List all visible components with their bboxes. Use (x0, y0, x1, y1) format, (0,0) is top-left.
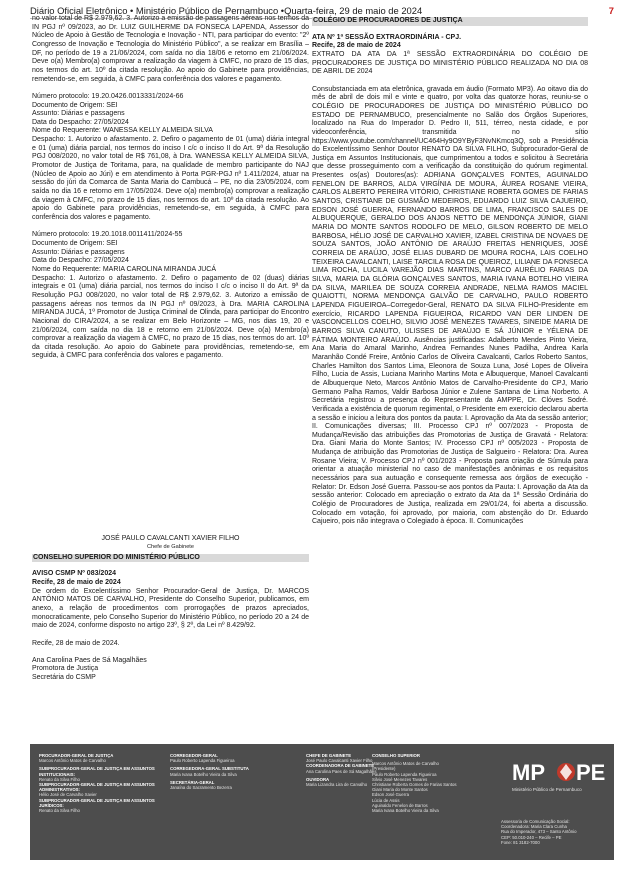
subject: Assunto: Diárias e passagens (32, 110, 125, 118)
ata-extract: EXTRATO DA ATA DA 1ª SESSÃO EXTRAORDINÁRIA DO COLÉGIO DE PROCURADORES DE JUSTIÇA DO MINISTÉRIO PÚBLICO REALIZADA NO DIA 08 DE ABRIL DE 2024 (312, 51, 588, 76)
aviso-date: Recife, 28 de maio de 2024 (32, 578, 121, 586)
contact-line: CEP: 50.010-240 – Recife – PE (501, 834, 562, 840)
footer-name: Marcos Antônio Matos de Carvalho (372, 761, 439, 767)
footer-col-corregedoria (170, 753, 290, 790)
footer-name: Marcos Antônio Matos de Carvalho (39, 758, 106, 764)
footer-heading: SUBPROCURADOR-GERAL DE JUSTIÇA EM ASSUNTOS ADMINISTRATIVOS: (39, 782, 155, 793)
contact-line: Assessoria de Comunicação Social: (501, 819, 570, 824)
section-title-cpj: COLÉGIO DE PROCURADORES DE JUSTIÇA (312, 17, 588, 26)
footer-col-leadership (39, 753, 159, 813)
contact-line: Rua do Imperador, 473 – Santo Antônio (501, 829, 577, 835)
footer-heading: COORDENADORA DE GABINETE (306, 763, 375, 769)
signature-role: Chefe de Gabinete (147, 543, 194, 550)
footer-name: Renato da Silva Filho (39, 808, 80, 814)
page-number: 7 (608, 5, 614, 16)
footer-heading: OUVIDORA (306, 776, 330, 782)
footer-name: Lúcia de Assis (372, 797, 400, 803)
aviso-body: De ordem do Excelentíssimo Senhor Procurador-Geral de Justiça, Dr. MARCOS ANTÔNIO MATOS DE CARVALHO, Presidente do Conselho Superior, publicamos, em anexo, a relação de procedimentos com prorrogações de prazos apreciados, monocraticamente, pelo Conselho Superior do Ministério Público, no período 20 a 24 de maio de 2024, conforme disposto no artigo 23º, § 2º, da Lei nº 8.429/92. (32, 587, 309, 630)
footer-name: Christiane Roberta Gomes de Farias Santos (372, 782, 457, 788)
footer-name: Giani Maria do Monte Santos (372, 787, 428, 793)
dispatch-text: Despacho: 1. Autorizo o afastamento. 2. Defiro o pagamento de 02 (duas) diárias integrais e 01 (uma) diária parcial, nos termos do inciso I c/c o inciso II do Art. 9ª da Resolução PGJ 008/2020, no valor total de R$ 2.979,62. 3. Autorizo a emissão de passagens aéreas nos termos da IN PGJ nº 09/2023, à Dra. MARIA CAROLINA MIRANDA JUCÁ, 1º Promotor de Justiça Criminal de Olinda, para participar do Encontro Nacional do CIRA/2024, a se realizar em Belo Horizonte – MG, nos dias 19, 20 e 21/06/2024, com saída no dia 18 e retorno em 21/06/2024. Deve o(a) Membro(a) comprovar a realização da viagem à CMFC, no prazo de 15 dias, nos termos do art. 10º da citada resolução. Ao apoio do Gabinete para providências, remetendo-se, em seguida, à CMFC para conferência dos valores e pagamento. (32, 274, 309, 360)
dispatch-date: Data do Despacho: 27/05/2024 (32, 257, 129, 265)
footer-contact (501, 819, 611, 845)
header-title: Diário Oficial Eletrônico • Ministério Público de Pernambuco •Quarta-feira, 29 de maio de 2024 (30, 5, 423, 16)
logo-letters-pe: PE (576, 760, 606, 785)
footer-name: Edson José Guerra (372, 792, 410, 798)
footer-name: Janaína do Sacramento Bezerra (170, 785, 232, 791)
footer-name: Maria Ivana Botelho Vieira da Silva (372, 808, 439, 814)
logo-letters-mp: MP (512, 760, 545, 785)
document-origin: Documento de Origem: SEI (32, 101, 118, 109)
footer-heading: SUBPROCURADOR-GERAL DE JUSTIÇA EM ASSUNTOS JURÍDICOS: (39, 797, 155, 808)
footer-name: Renato da Silva Filho (39, 776, 80, 782)
footer-name: Hélio José de Carvalho Xavier (39, 792, 97, 798)
subject: Assunto: Diárias e passagens (32, 248, 125, 256)
right-column (312, 16, 588, 527)
document-origin: Documento de Origem: SEI (32, 239, 118, 247)
footer-name: (Presidente) (372, 766, 396, 772)
dispatch-text: Despacho: 1. Autorizo o afastamento. 2. Defiro o pagamento de 01 (uma) diária integral e 01 (uma) diária parcial, nos termos do inciso I c/c o inciso II do Art. 9ª da Resolução PGJ 008/2020, no valor total de R$ 761,08, à Dra. WANESSA KELLY ALMEIDA SILVA, Promotor de Justiça de Toritama, para, na qualidade de membro participante do NAJ (Núcleo de Apoio ao Júri) e em atendimento à Porta PGR-PGJ nº 1.411/2024, atuar na sessão do júri da Comarca de Santa Maria do Cambucá – PE, no dia 23/05/2024, com saída no dia 16 e retorno em 17/05/2024. Deve o(a) membro(a) comprovar a realização da viagem à CMFC, no prazo de 15 dias, nos termos do art. 10º da citada resolução. Ao apoio do Gabinete para providências, remetendo-se, em seguida, à CMFC para conferência dos valores e pagamento. (32, 136, 309, 222)
footer-col-conselho (372, 753, 468, 813)
dispatch-date: Data do Despacho: 27/05/2024 (32, 118, 129, 126)
footer-heading: CORREGEDORA-GERAL SUBSTITUTA (170, 766, 249, 772)
footer-name: José Paulo Cavalcanti Xavier Filho (306, 758, 373, 764)
protocol-number: Número protocolo: 19.20.1018.0011411/2024-55 (32, 231, 183, 239)
footer-name: Paulo Roberto Lapenda Figueiroa (170, 758, 235, 764)
requester-name: Nome do Requerente: MARIA CAROLINA MIRANDA JUCÁ (32, 265, 217, 273)
protocol-number: Número protocolo: 19.20.0426.0013331/2024-66 (32, 92, 184, 100)
paragraph-continued: no valor total de R$ 2.979,62. 3. Autorizo a emissão de passagens aéreas nos termos da IN PGJ nº 09/2023, ao Dr. LUIZ GUILHERME DA FONSECA LAPENDA, Assessor do Núcleo de Apoio à Gestão de Tecnologia e Inovação - NTI, para participar do evento: "2º Congresso de Inovação e Tecnologia do Ministério Público", a se realizar em Brasília – DF, no período de 19 a 21/06/2024, com saída no dia 18/06 e retorno em 21/06/2024. Deve o(a) Membro(a) comprovar a realização da viagem à CMFC, no prazo de 15 dias, nos termos do art. 10º da citada resolução. Ao apoio do Gabinete para providências, remetendo-se, em seguida, à CMFC para conferência dos valores e pagamento. (32, 15, 309, 83)
footer (30, 744, 614, 860)
contact-line: Fone: 81 3182-7000 (501, 839, 540, 845)
footer-name: Maria Ivana Botelho Vieira da Silva (170, 771, 237, 777)
requester-name: Nome do Requerente: WANESSA KELLY ALMEIDA SILVA (32, 127, 213, 135)
footer-name: Paulo Roberto Lapenda Figueiroa (372, 771, 437, 777)
signature-name: JOSÉ PAULO CAVALCANTI XAVIER FILHO (101, 535, 240, 543)
aviso-close: Recife, 28 de maio de 2024. (32, 639, 120, 647)
ata-title: ATA Nº 1ª SESSÃO EXTRAORDINÁRIA - CPJ. (312, 33, 462, 41)
aviso-signatory-office: Secretária do CSMP (32, 674, 96, 682)
footer-heading: CORREGEDOR-GERAL (170, 753, 218, 758)
ata-date: Recife, 28 de maio de 2024 (312, 42, 401, 50)
footer-name: Ana Carolina Paes de Sá Magalhães (306, 768, 377, 774)
section-title-csmp: CONSELHO SUPERIOR DO MINISTÉRIO PÚBLICO (32, 554, 309, 563)
mppe-logo (508, 754, 606, 810)
footer-heading: SECRETÁRIA-GERAL (170, 779, 215, 785)
logo-subtitle: Ministério Público de Pernambuco (512, 787, 582, 792)
footer-heading: CHEFE DE GABINETE (306, 753, 352, 758)
footer-heading: CONSELHO SUPERIOR (372, 753, 420, 758)
left-column (32, 15, 309, 683)
aviso-title: AVISO CSMP Nº 083/2024 (32, 570, 117, 578)
footer-heading: SUBPROCURADOR-GERAL DE JUSTIÇA EM ASSUNTOS INSTITUCIONAIS: (39, 766, 155, 777)
ata-body: Consubstanciada em ata eletrônica, gravada em áudio (Formato MP3). Ao oitavo dia do mês de abril de dois mil e vinte e quatro, por volta das quatorze horas, reuniu-se o COLÉGIO DE PROCURADORES DE JUSTIÇA DO MINISTÉRIO PÚBLICO DO ESTADO DE PERNAMBUCO, presencialmente no Salão dos Órgãos Superiores, localizado na Rua do Imperador D. Pedro II, 511, térreo, nesta cidade, e por videoconferência, transmitida no sítio https://www.youtube.com/channel/UC464Hy9O9YByF3NvNKmcq3Q, sob a Presidência do Excelentíssimo Senhor Doutor RENATO DA SILVA FILHO, Subprocurador-Geral de Justiça em Assuntos Institucionais, que cumprimentou a todos e solicitou à Secretária que desse prosseguimento com a verificação da constituição do quórum regimental. Presentes os(as) Doutores(as): ADRIANA GONÇALVES FONTES, AGUINALDO FENELON DE BARROS, ALDA VIRGÍNIA DE MOURA, ÁUREA ROSANE VIEIRA, CARLOS ALBERTO PEREIRA VITÓRIO, CHRISTIANE ROBERTA GOMES DE FARIAS SANTOS, CRISTIANE DE GUSMÃO MEDEIROS, EDUARDO LUIZ SILVA CAJUEIRO, EDSON JOSÉ GUERRA, FERNANDO BARROS DE LIMA, FRANCISCO SALES DE ALBUQUERQUE, GERALDO DOS ANJOS NETTO DE MENDONÇA JÚNIOR, GIANI MARIA DO MONTE SANTOS RODOLFO DE MELO, GILSON ROBERTO DE MELO BARBOSA, HÉLIO JOSÉ DE CARVALHO XAVIER, IZABEL CRISTINA DE NOVAES DE SOUZA SANTOS, JOÃO ANTÔNIO DE ARAÚJO FREITAS HENRIQUES, JOSÉ CORREIA DE ARAÚJO, JOSÉ ELIAS DUBARD DE MOURA ROCHA, LAIS COELHO TEIXEIRA CAVALCANTI, LAISE TARCILA ROSA DE QUEIROZ, LILIANE DA FONSECA LIMA ROCHA, LUCILA VAREJÃO DIAS MARTINS, MARCO AURÉLIO FARIAS DA SILVA, MARIA DA GLÓRIA GONÇALVES SANTOS, MARIA IVANA BOTELHO VIEIRA DA SILVA, MARILEA DE SOUZA CORREIA ANDRADE, NELMA RAMOS MACIEL QUAIOTTI, NORMA MENDONÇA GALVÃO DE CARVALHO, PAULO ROBERTO LAPENDA FIGUEIROA–Corregedor-Geral, RENATO DA SILVA FILHO-Presidente em exercício, RICARDO LAPENDA FIGUEIROA, RICARDO VAN DER LINDEN DE VASCONCELLOS COELHO, SILVIO JOSÉ MENEZES TAVARES, SINEIDE MARIA DE BARROS SILVA CANUTO, ULISSES DE ARAÚJO E SÁ JÚNIOR e YÉLENA DE FÁTIMA MONTEIRO ARAÚJO. Ausências justificadas: Adalberto Mendes Pinto Vieira, Ana Maria do Amaral Marinho, Andrea Fernandes Nunes Padilha, Andrea Karla Maranhão Condé Freire, Antônio Carlos de Oliveira Cavalcanti, Carlos Roberto Santos, Charles Hamilton dos Santos Lima, Eleonora de Souza Luna, José Lopes de Oliveira Filho, Lucia de Assis, Luciana Marinho Martins Mota e Albuquerque, Manoel Cavalcanti de Albuquerque Neto, Marcos Antônio Matos de Carvalho-Presidente do CPJ, Mario Germano Palha Ramos, Valdir Barbosa Júnior e Zulene Santana de Lima Norberto. A Secretária registrou a presença do Representante da AMPPE, Dr. Clóves Sodré. Verificada a existência de quorum regimental, o Presidente em exercício declarou aberta a sessão e iniciou a leitura dos pontos da pauta: I. Aprovação da Ata da sessão anterior; II. Comunicações diversas; III. Processo CPJ nº 007/2023 - Proposta de Mudança/Revisão das atribuições das Promotorias de Justiça de Gravatá - Relatora: Dra. Giani Maria do Monte Santos; IV. Processo CPJ nº 005/2023 - Proposta de Mudança de atribuição das Promotorias de Justiça de Salgueiro - Relatora: Dra. Aurea Rosane Vieira; V. Processo CPJ nº 001/2023 - Proposta para criação de Súmula para orientar a atuação ministerial no caso de manifestações anônimas e os requisitos necessários para sua autuação e consequente remessa aos órgãos de execução - Relator: Dr. Edson José Guerra. Passou-se aos pontos da Pauta: I. Aprovação da Ata da sessão anterior: Colocado em apreciação o extrato da Ata da 1ª Sessão Ordinária do Colégio de Procuradores de Justiça, realizada em 29/01/24, foi aberta a discussão. Colocado em votação, foi aprovado, por maioria, com abstenção do Dr. Eduardo Cajueiro, pois não integrava o Colegiado à época. II. Comunicações (312, 85, 588, 526)
footer-name: Silvio José Menezes Tavares (372, 776, 428, 782)
aviso-signatory: Ana Carolina Paes de Sá Magalhães (32, 656, 147, 664)
footer-name: Maria Lizandra Lira de Carvalho (306, 782, 368, 788)
aviso-signatory-role: Promotora de Justiça (32, 665, 99, 673)
footer-name: Aguinaldo Fenelon de Barros (372, 802, 428, 808)
contact-line: Coordenadora: Maria Clara Cunha (501, 824, 567, 830)
footer-heading: PROCURADOR-GERAL DE JUSTIÇA (39, 753, 114, 758)
